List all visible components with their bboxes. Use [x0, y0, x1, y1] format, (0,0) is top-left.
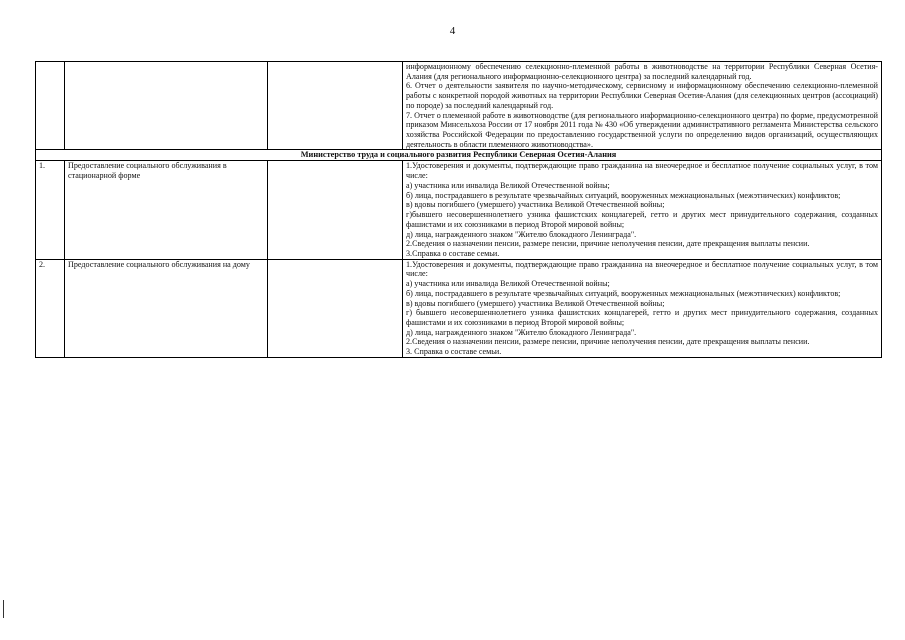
document-line: г)бывшего несовершеннолетнего узника фашистских концлагерей, гетто и других мест принудительного содержания, созданных фашистами и их союзниками в период Второй мировой войны;	[406, 210, 878, 229]
empty-cell	[268, 161, 403, 259]
document-line: а) участника или инвалида Великой Отечественной войны;	[406, 279, 610, 289]
scan-margin-mark	[3, 600, 4, 618]
documents-cell	[403, 259, 882, 357]
services-table	[35, 61, 882, 358]
page-number: 4	[449, 25, 456, 37]
documents-cell	[403, 161, 882, 259]
document-line: 7. Отчет о племенной работе в животноводстве (для регионального информационно-селекционного центра) по форме, предусмотренной приказом Минсельхоза России от 17 ноября 2011 года № 430 «Об утверждении административного регламента Министерства сельского хозяйства Российской Федерации по предоставлению государственной услуги по определению видов организаций, осуществляющих деятельность в области племенного животноводства».	[406, 110, 878, 149]
document-line: д) лица, награжденного знаком "Жителю блокадного Ленинграда".	[406, 327, 637, 337]
section-header: Министерство труда и социального развития Республики Северная Осетия-Алания	[36, 150, 882, 161]
document-line: 2.Сведения о назначении пенсии, размере пенсии, причине неполучения пенсии, дате прекращения выплаты пенсии.	[406, 337, 810, 347]
service-name: Предоставление социального обслуживания на дому	[65, 259, 268, 357]
document-line: 3. Справка о составе семьи.	[406, 347, 502, 357]
document-line: 1.Удостоверения и документы, подтверждающие право гражданина на внеочередное и бесплатное получение социальных услуг, в том числе:	[406, 259, 878, 279]
document-line: б) лица, пострадавшего в результате чрезвычайных ситуаций, вооруженных межнациональных (межэтнических) конфликтов;	[406, 288, 841, 298]
document-line: г) бывшего несовершеннолетнего узника фашистских концлагерей, гетто и других мест принудительного содержания, созданных фашистами и их союзниками в период Второй мировой войны;	[406, 308, 878, 327]
documents-cell	[403, 62, 882, 150]
number-cell	[36, 62, 65, 150]
document-line: а) участника или инвалида Великой Отечественной войны;	[406, 180, 610, 190]
section-header-row	[36, 150, 882, 161]
document-line: в) вдовы погибшего (умершего) участника Великой Отечественной войны;	[406, 298, 665, 308]
empty-cell	[268, 259, 403, 357]
document-line: б) лица, пострадавшего в результате чрезвычайных ситуаций, вооруженных межнациональных (межэтнических) конфликтов;	[406, 190, 841, 200]
continuation-row	[36, 62, 882, 150]
row-number: 1.	[36, 161, 65, 259]
document-line: 6. Отчет о деятельности заявителя по научно-методическому, сервисному и информационному обеспечению селекционно-племенной работы с конкретной породой животных на территории Республики Северная Осетия-Алания (для селекционных центров (ассоциаций) по породе) за последний календарный год.	[406, 81, 878, 110]
service-name: Предоставление социального обслуживания в стационарной форме	[65, 161, 268, 259]
document-line: 3.Справка о составе семьи.	[406, 248, 500, 258]
service-cell	[65, 62, 268, 150]
document-line: 1.Удостоверения и документы, подтверждающие право гражданина на внеочередное и бесплатное получение социальных услуг, в том числе:	[406, 161, 878, 181]
document-line: 2.Сведения о назначении пенсии, размере пенсии, причине неполучения пенсии, дате прекращения выплаты пенсии.	[406, 239, 810, 249]
row-number: 2.	[36, 259, 65, 357]
table-row	[36, 259, 882, 357]
document-line: информационному обеспечению селекционно-племенной работы в животноводстве на территории Республики Северная Осетия-Алания (для регионального информационно-селекционного центра) за последний календарный год.	[406, 62, 878, 81]
table-row	[36, 161, 882, 259]
document-line: д) лица, награжденного знаком "Жителю блокадного Ленинграда".	[406, 229, 637, 239]
empty-cell	[268, 62, 403, 150]
document-line: в) вдовы погибшего (умершего) участника Великой Отечественной войны;	[406, 200, 665, 210]
